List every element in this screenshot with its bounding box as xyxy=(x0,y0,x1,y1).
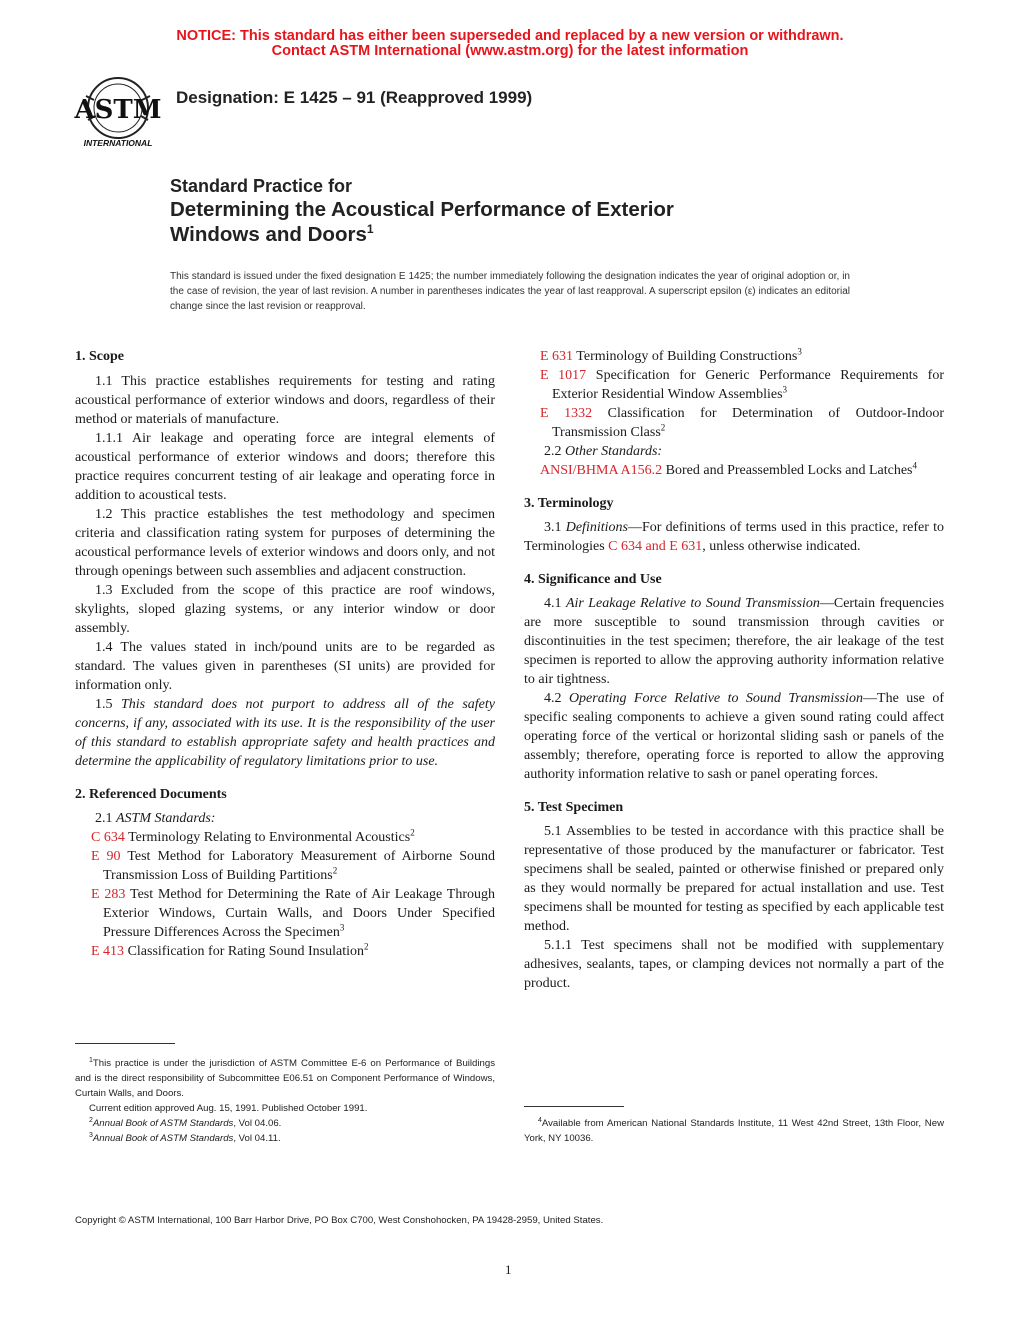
ref-e631: E 631 Terminology of Building Constructions$^3$ xyxy=(540,346,802,364)
para-1-1-1: 1.1.1 Air leakage and operating force are integral elements of acoustical performance of exterior windows and doors; therefore this practice requires concurrent testing of air leakage and operating force in addition to acoustical tests. xyxy=(75,431,495,503)
logo-subtext: INTERNATIONAL xyxy=(83,138,153,148)
footnotes-left xyxy=(75,1056,495,1146)
ref-link-e1017[interactable]: E 1017 xyxy=(540,368,587,383)
astm-logo-icon xyxy=(72,72,164,152)
astm-logo xyxy=(72,72,164,152)
footnotes-right xyxy=(524,1116,944,1146)
para-4-2: 4.2 Operating Force Relative to Sound Transmission—The use of specific sealing components to achieve a given sound rating could affect operating force of the vertical or horizontal sliding sash or panels of the assembly; therefore, operating force is reported to allow the approving authority information relative to sash or panel operating forces. xyxy=(524,691,944,782)
copyright: Copyright © ASTM International, 100 Barr Harbor Drive, PO Box C700, West Conshohocken, PA 19428-2959, United States. xyxy=(75,1215,604,1226)
footnote-rule-left xyxy=(75,1043,175,1044)
ref-e413: E 413 Classification for Rating Sound Insulation$^2$ xyxy=(91,941,369,959)
para-5-1-1: 5.1.1 Test specimens shall not be modified with supplementary adhesives, sealants, tapes, or clamping devices not normally a part of the product. xyxy=(524,938,944,991)
ref-link-e1332[interactable]: E 1332 xyxy=(540,406,593,421)
page-number: 1 xyxy=(505,1262,512,1277)
title-line-3: Windows and Doors$^1$ xyxy=(170,222,374,246)
footnote-4: $^4$Available from American National Standards Institute, 11 West 42nd Street, 13th Floor, New York, NY 10036. xyxy=(524,1116,944,1144)
title-footnote-mark: 1 xyxy=(366,222,374,237)
para-3-1: 3.1 Definitions—For definitions of terms used in this practice, refer to Terminologies C 634 and E 631, unless otherwise indicated. xyxy=(524,520,944,554)
para-1-3: 1.3 Excluded from the scope of this practice are roof windows, skylights, sloped glazing systems, or any interior window or door assembly. xyxy=(75,583,495,636)
significance-heading: 4. Significance and Use xyxy=(524,572,662,587)
para-1-2: 1.2 This practice establishes the test methodology and specimen criteria and classification rating system for purposes of determining the acoustical performance levels of exterior windows and doors only, and not through openings between such assemblies and adjacent construction. xyxy=(75,507,495,579)
notice-line-2: Contact ASTM International (www.astm.org) for the latest information xyxy=(271,43,749,59)
para-4-1: 4.1 Air Leakage Relative to Sound Transmission—Certain frequencies are more susceptible to sound transmission through cavities or discontinuities in the test specimen; therefore, the air leakage of the test specimen is reported to allow the approving authority information relative to air tightness. xyxy=(524,596,945,687)
ref-e90: E 90 Test Method for Laboratory Measurement of Airborne Sound Transmission Loss of Building Partitions$^2$ xyxy=(91,849,495,883)
title-line-1: Standard Practice for xyxy=(170,176,353,196)
ref-e1332: E 1332 Classification for Determination of Outdoor-Indoor Transmission Class$^2$ xyxy=(540,406,944,440)
right-column xyxy=(524,347,944,993)
notice-line-1: NOTICE: This standard has either been superseded and replaced by a new version or withdrawn. xyxy=(176,28,844,44)
ref-link-c634[interactable]: C 634 xyxy=(91,830,125,845)
title-block xyxy=(170,175,674,247)
terminology-heading: 3. Terminology xyxy=(524,496,614,511)
footnote-3: $^3$Annual Book of ASTM Standards, Vol 04.11. xyxy=(89,1131,281,1144)
terminology-link[interactable]: C 634 and E 631 xyxy=(608,539,703,554)
ref-link-ansi[interactable]: ANSI/BHMA A156.2 xyxy=(540,463,663,478)
issue-note: This standard is issued under the fixed designation E 1425; the number immediately following the designation indicates the year of original adoption or, in the case of revision, the year of last revision. A number in parentheses indicates the year of last reapproval. A superscript epsilon (ε) indicates an editorial change since the last revision or reapproval. xyxy=(170,271,850,312)
footnote-1: $^1$This practice is under the jurisdiction of ASTM Committee E-6 on Performance of Buildings and is the direct responsibility of Subcommittee E06.51 on Component Performance of Windows, Curtain Walls, and Doors. xyxy=(75,1056,495,1099)
ref-link-e413[interactable]: E 413 xyxy=(91,944,125,959)
scope-heading: 1. Scope xyxy=(75,349,124,364)
test-specimen-heading: 5. Test Specimen xyxy=(524,800,624,815)
para-2-2: 2.2 Other Standards: xyxy=(544,444,663,459)
left-column xyxy=(75,347,495,961)
para-1-1: 1.1 This practice establishes requirements for testing and rating acoustical performance of exterior windows and doors, regardless of their method or materials of manufacture. xyxy=(75,374,495,427)
footnote-rule-right xyxy=(524,1106,624,1107)
ref-link-e90[interactable]: E 90 xyxy=(91,849,121,864)
logo-text: ASTM xyxy=(74,95,162,125)
ref-link-e631[interactable]: E 631 xyxy=(540,349,574,364)
footnote-2: $^2$Annual Book of ASTM Standards, Vol 04.06. xyxy=(89,1116,282,1129)
title-line-2: Determining the Acoustical Performance of Exterior xyxy=(170,198,674,221)
refdocs-heading: 2. Referenced Documents xyxy=(75,787,227,802)
para-1-5: 1.5 This standard does not purport to address all of the safety concerns, if any, associated with its use. It is the responsibility of the user of this standard to establish appropriate safety and health practices and determine the applicability of regulatory limitations prior to use. xyxy=(75,697,495,769)
ref-e1017: E 1017 Specification for Generic Performance Requirements for Exterior Residential Window Assemblies$^3$ xyxy=(540,368,945,402)
ref-c634: C 634 Terminology Relating to Environmental Acoustics$^2$ xyxy=(91,827,415,845)
designation: Designation: E 1425 – 91 (Reapproved 1999) xyxy=(176,88,533,107)
ref-e283: E 283 Test Method for Determining the Rate of Air Leakage Through Exterior Windows, Curtain Walls, and Doors Under Specified Pressure Differences Across the Specimen$^3$ xyxy=(91,887,496,940)
footnote-1-edition: Current edition approved Aug. 15, 1991. Published October 1991. xyxy=(89,1103,368,1114)
para-1-4: 1.4 The values stated in inch/pound units are to be regarded as standard. The values given in parentheses (SI units) are provided for information only. xyxy=(75,640,495,693)
para-5-1: 5.1 Assemblies to be tested in accordance with this practice shall be representative of those produced by the manufacturer or fabricator. Test specimens shall be sealed, painted or otherwise finished or prepared only as they would normally be prepared for actual installation and use. Test specimens shall be mounted for testing as specified by each applicable test method. xyxy=(524,824,944,934)
ref-ansi: ANSI/BHMA A156.2 Bored and Preassembled Locks and Latches$^4$ xyxy=(540,460,918,478)
para-2-1: 2.1 ASTM Standards: xyxy=(95,811,216,826)
ref-link-e283[interactable]: E 283 xyxy=(91,887,126,902)
